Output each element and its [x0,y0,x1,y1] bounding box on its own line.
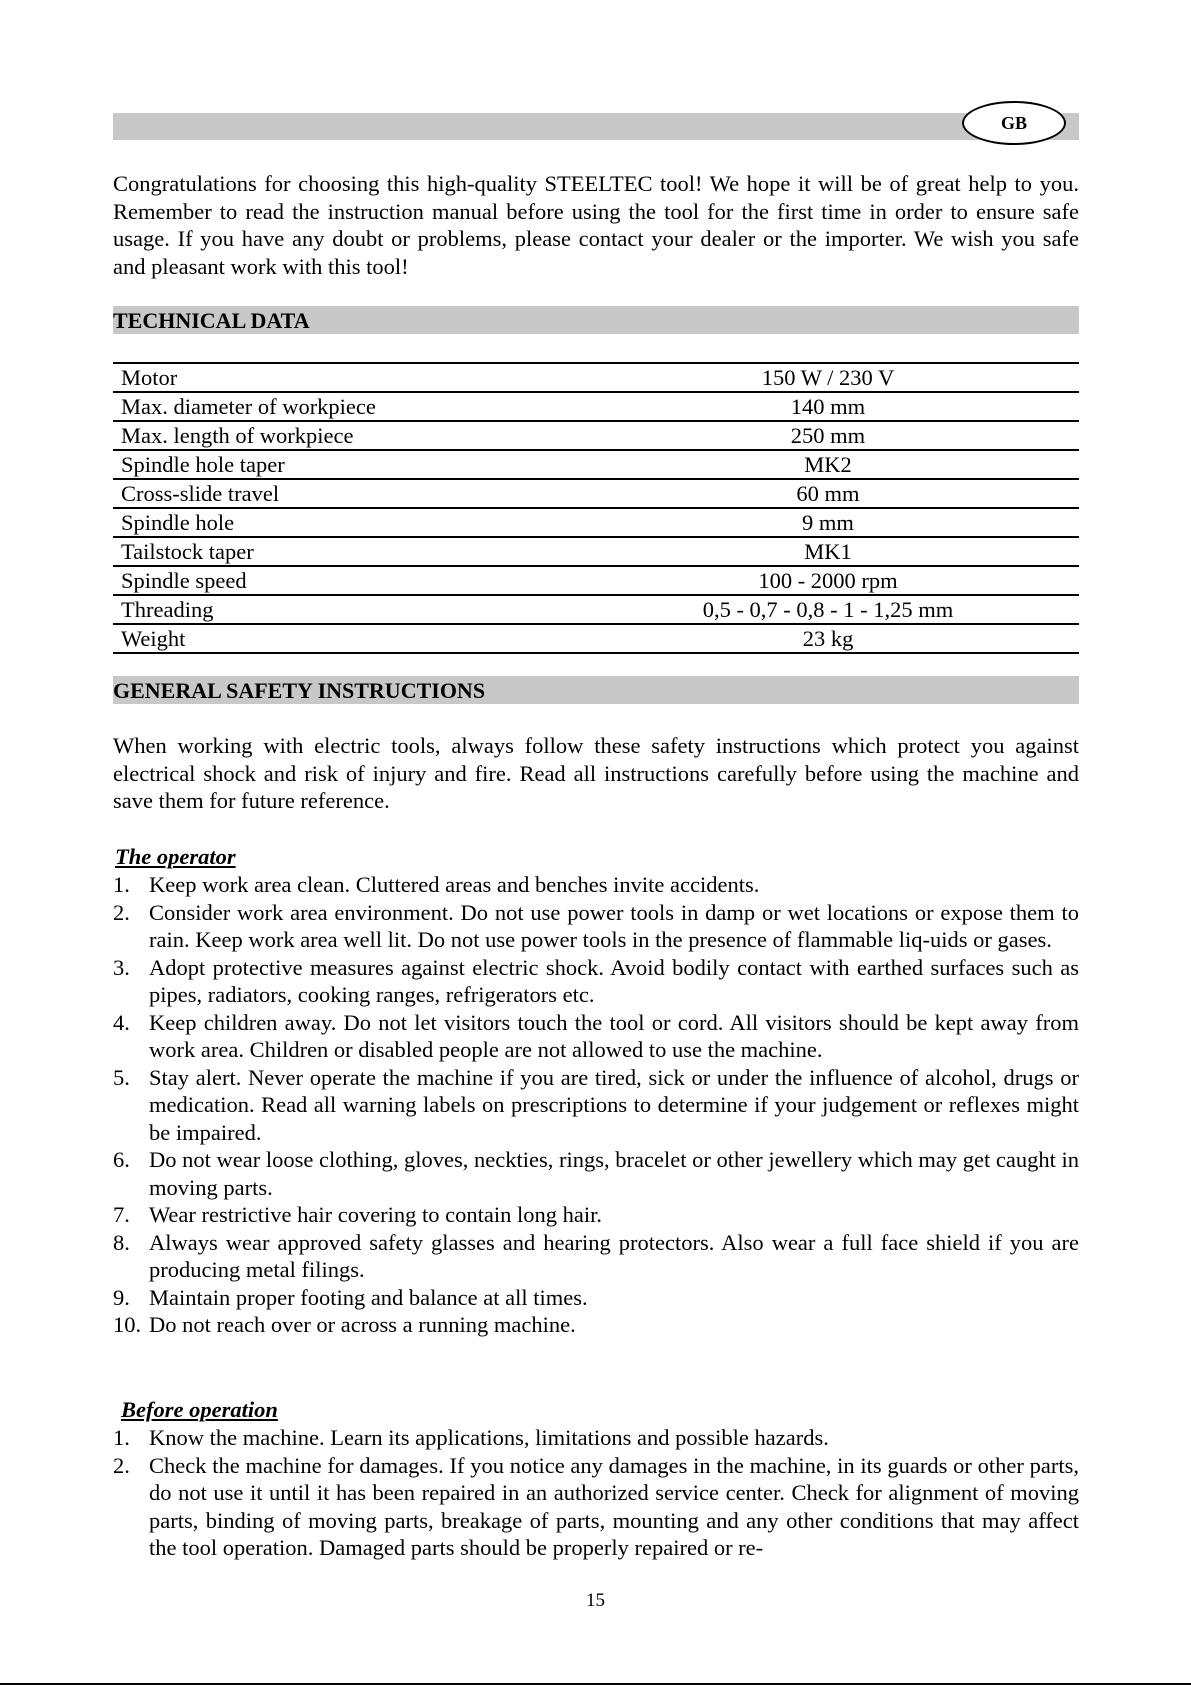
spec-value: 250 mm [790,423,866,448]
spec-label: Cross-slide travel [121,481,280,506]
spec-row [113,567,1079,596]
spec-row [113,625,1079,654]
spec-label: Spindle hole taper [121,452,285,477]
spec-value: 100 - 2000 rpm [758,568,898,593]
spec-row [113,538,1079,567]
technical-data-heading: TECHNICAL DATA [113,306,1079,334]
list-item [113,1424,1079,1452]
list-item-number: 1. [113,872,130,897]
spec-label: Tailstock taper [121,539,254,564]
spec-label: Threading [121,597,214,622]
list-item-text: Adopt protective measures against electric shock. Avoid bodily contact with earthed surfaces such as pipes, radiators, cooking ranges, refrigerators etc. [149,954,1079,1007]
list-item-number: 4. [113,1009,130,1035]
spec-value: 150 W / 230 V [761,365,895,390]
general-safety-paragraph: When working with electric tools, always follow these safety instructions which protect you against electrical shock and risk of injury and fire. Read all instructions carefully before using the machine and save them for future reference. [113,733,1079,813]
spec-row [113,422,1079,451]
list-item [113,1009,1079,1064]
list-item-number: 2. [113,1452,130,1478]
technical-data-table [113,362,1079,654]
list-item-text: Know the machine. Learn its applications, limitations and possible hazards. [149,1425,829,1450]
list-item-text: Do not wear loose clothing, gloves, neckties, rings, bracelet or other jewellery which may get caught in moving parts. [149,1147,1079,1200]
spec-label: Weight [121,626,186,651]
general-safety-heading: GENERAL SAFETY INSTRUCTIONS [113,676,1079,704]
list-item-text: Keep work area clean. Cluttered areas and benches invite accidents. [149,872,760,897]
spec-label: Motor [121,365,178,390]
list-item-number: 5. [113,1064,130,1090]
before-operation-list [113,1424,1079,1562]
spec-value: MK1 [804,539,852,564]
language-badge: GB [962,101,1066,145]
list-item-text: Stay alert. Never operate the machine if you are tired, sick or under the influence of alcohol, drugs or medication. Read all warning labels on prescriptions to determine if your judgement or reflexes might be impaired. [149,1064,1079,1145]
spec-row [113,393,1079,422]
list-item-number: 8. [113,1229,130,1255]
list-item [113,899,1079,954]
spec-row [113,596,1079,625]
spec-label: Spindle speed [121,568,247,593]
list-item-text: Keep children away. Do not let visitors touch the tool or cord. All visitors should be kept away from work area. Children or disabled people are not allowed to use the machine. [149,1009,1079,1062]
list-item [113,1064,1079,1147]
list-item-number: 6. [113,1147,130,1172]
list-item [113,1146,1079,1201]
spec-value: 140 mm [790,394,866,419]
list-item-number: 2. [113,899,130,925]
spec-label: Max. length of workpiece [121,423,354,448]
list-item [113,1452,1079,1562]
list-item [113,871,1079,899]
list-item [113,1229,1079,1284]
intro-paragraph: Congratulations for choosing this high-quality STEELTEC tool! We hope it will be of great help to you. Remember to read the instruction manual before using the tool for the first time in order to ensure safe usage. If you have any doubt or problems, please contact your dealer or the importer. We wish you safe and pleasant work with this tool! [113,171,1079,279]
spec-value: 23 kg [802,626,854,651]
list-item-text: Consider work area environment. Do not use power tools in damp or wet locations or expose them to rain. Keep work area well lit. Do not use power tools in the presence of flammable liq-uids or gases. [149,899,1079,952]
list-item-number: 3. [113,954,130,980]
list-item [113,1311,1079,1339]
list-item-text: Maintain proper footing and balance at all times. [149,1284,588,1310]
operator-heading: The operator [115,844,236,869]
spec-row [113,509,1079,538]
spec-row [113,480,1079,509]
spec-label: Max. diameter of workpiece [121,394,376,419]
operator-list [113,871,1079,1339]
list-item-number: 1. [113,1425,130,1450]
spec-value: MK2 [804,452,852,477]
list-item [113,954,1079,1009]
list-item-number: 9. [113,1284,130,1310]
spec-value: 0,5 - 0,7 - 0,8 - 1 - 1,25 mm [702,597,954,622]
list-item-text: Wear restrictive hair covering to contain long hair. [149,1202,603,1227]
list-item-text: Check the machine for damages. If you notice any damages in the machine, in its guards or other parts, do not use it until it has been repaired in an authorized service center. Check for alignment of moving parts, binding of moving parts, breakage of parts, mounting and any other conditions that may affect the tool operation. Damaged parts should be properly repaired or re- [149,1452,1079,1560]
spec-row [113,451,1079,480]
list-item [113,1201,1079,1229]
spec-label: Spindle hole [121,510,235,535]
list-item-number: 10. [113,1312,142,1337]
header-bar [113,113,1079,140]
list-item [113,1284,1079,1312]
page-number: 15 [586,1590,605,1611]
list-item-number: 7. [113,1202,130,1227]
list-item-text: Always wear approved safety glasses and hearing protectors. Also wear a full face shield if you are producing metal filings. [149,1229,1079,1282]
list-item-text: Do not reach over or across a running machine. [149,1312,576,1337]
spec-value: 60 mm [796,481,860,506]
spec-value: 9 mm [802,510,854,535]
before-operation-heading: Before operation [121,1397,278,1422]
spec-row [113,362,1079,393]
